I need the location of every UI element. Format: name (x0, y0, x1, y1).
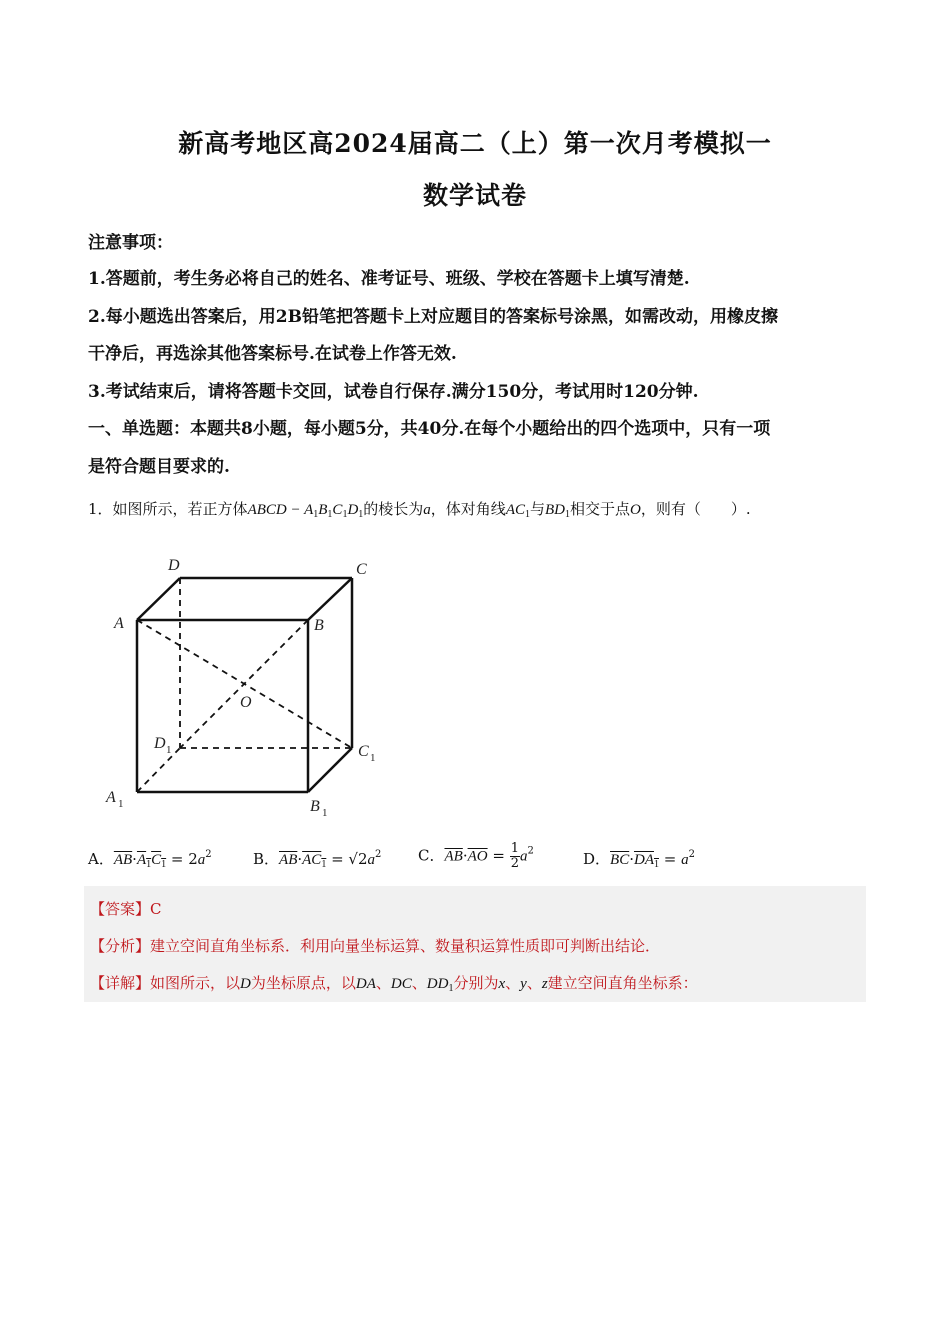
edge-bc (308, 578, 352, 620)
q-text: ，则有（ ）. (640, 500, 751, 518)
choice-d[interactable]: D．$\overline{BC}\cdot DA_1 = a^2$ (583, 849, 695, 870)
label-d: D (168, 557, 180, 574)
section-heading-line2: 是符合题目要求的. (88, 457, 230, 477)
point-o: O (630, 502, 641, 518)
analysis-tag: 【分析】 (90, 937, 151, 955)
label-b1: B (310, 798, 320, 815)
label-c: C (356, 561, 367, 578)
notes-heading: 注意事项： (88, 233, 173, 253)
label-b1-sub: 1 (322, 807, 328, 819)
edge-length: a (423, 502, 431, 518)
edge-b1c1 (308, 748, 352, 792)
q-text: 如图所示，若正方体 (112, 500, 248, 518)
q-text: 与 (529, 500, 545, 518)
note-item-2-cont: 干净后，再选涂其他答案标号.在试卷上作答无效. (88, 344, 457, 364)
answer-tag: 【答案】 (90, 900, 151, 918)
note-item-3: 3.考试结束后，请将答题卡交回，试卷自行保存.满分150分，考试用时120分钟. (88, 382, 699, 402)
note-item-2: 2.每小题选出答案后，用2B铅笔把答题卡上对应题目的答案标号涂黑，如需改动，用橡皮擦 (88, 307, 778, 327)
q-text: ，体对角线 (430, 500, 506, 518)
question-number: 1． (88, 500, 113, 518)
label-a1: A (106, 789, 116, 806)
choice-c[interactable]: C．$\overline{AB}\cdot\overline{AO}$ = $\frac{1}{2}$ $a^2$ (418, 841, 534, 871)
analysis-text: 建立空间直角坐标系．利用向量坐标运算、数量积运算性质即可判断出结论． (150, 937, 661, 955)
label-b: B (314, 617, 324, 634)
exam-subtitle: 数学试卷 (422, 181, 527, 210)
note-item-1: 1.答题前，考生务必将自己的姓名、准考证号、班级、学校在答题卡上填写清楚. (88, 269, 690, 289)
exam-title: 新高考地区高2024届高二（上）第一次月考模拟一 (178, 129, 772, 158)
label-a1-sub: 1 (118, 798, 124, 810)
choice-a[interactable]: A．$\overline{AB}\cdot A_1C_1 = 2a^2$ (88, 849, 212, 870)
detail-tag: 【详解】 (90, 974, 151, 992)
cube-name: ABCD − $A_1B_1C_1D_1$ (247, 502, 364, 520)
label-a: A (114, 615, 124, 632)
hidden-edge-a1d1 (137, 748, 180, 792)
question-1-stem (88, 498, 751, 520)
label-d1-sub: 1 (166, 744, 172, 756)
label-d1: D (154, 735, 166, 752)
diagonal-bd1 (180, 620, 308, 748)
analysis-line (90, 935, 660, 956)
edge-ad (137, 578, 180, 620)
q-text: 相交于点 (570, 500, 631, 518)
cube-figure (100, 548, 400, 828)
label-c1-sub: 1 (370, 752, 376, 764)
label-o: O (240, 694, 252, 711)
answer-value: C (150, 900, 162, 918)
label-c1: C (358, 743, 369, 760)
fraction-one-half: $\frac{1}{2}$ (510, 841, 519, 871)
diag-ac1: $AC_1$ (505, 502, 530, 520)
section-heading-line1: 一、单选题：本题共8小题，每小题5分，共40分.在每个小题给出的四个选项中，只有一项 (88, 419, 771, 439)
diag-bd1: $BD_1$ (545, 502, 570, 520)
q-text: 的棱长为 (363, 500, 424, 518)
detail-line: 【详解】如图所示，以D为坐标原点，以DA、DC、$DD_1$分别为x、y、z建立空间直角坐标系： (90, 974, 698, 994)
answer-line (90, 898, 162, 919)
choice-b[interactable]: B．$\overline{AB}\cdot AC_1 = √2a^2$ (253, 849, 382, 870)
